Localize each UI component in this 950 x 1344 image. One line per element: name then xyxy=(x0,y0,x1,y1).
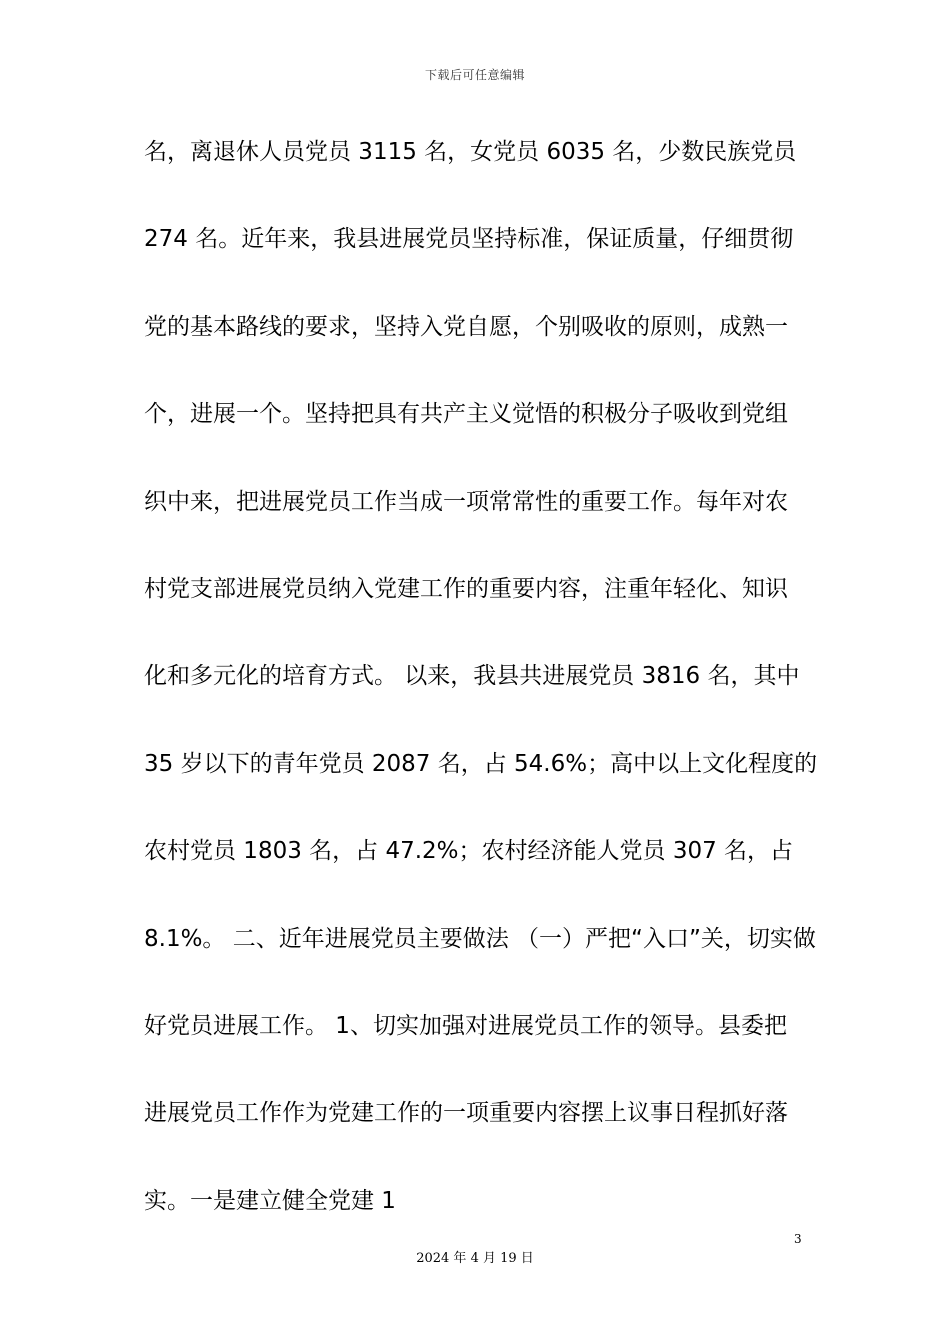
text-line: 进展党员工作作为党建工作的一项重要内容摆上议事日程抓好落 xyxy=(144,1100,788,1127)
text-line: 35 岁以下的青年党员 2087 名，占 54.6%；高中以上文化程度的 xyxy=(144,750,818,777)
text-line: 化和多元化的培育方式。 以来，我县共进展党员 3816 名，其中 xyxy=(144,663,800,690)
text-line: 村党支部进展党员纳入党建工作的重要内容，注重年轻化、知识 xyxy=(144,575,788,602)
text-line: 8.1%。 二、近年进展党员主要做法 （一）严把“入口”关，切实做 xyxy=(144,925,816,952)
text-line: 274 名。近年来，我县进展党员坚持标准，保证质量，仔细贯彻 xyxy=(144,226,794,253)
body-text xyxy=(144,130,824,1266)
text-line: 名，离退休人员党员 3115 名，女党员 6035 名，少数民族党员 xyxy=(144,139,797,165)
text-line: 织中来，把进展党员工作当成一项常常性的重要工作。每年对农 xyxy=(144,488,788,515)
text-line: 个，进展一个。坚持把具有共产主义觉悟的积极分子吸收到党组 xyxy=(144,401,788,428)
text-line: 农村党员 1803 名，占 47.2%；农村经济能人党员 307 名，占 xyxy=(144,838,794,865)
page-number: 3 xyxy=(794,1232,802,1246)
text-line: 好党员进展工作。 1、切实加强对进展党员工作的领导。县委把 xyxy=(144,1012,787,1039)
header-note: 下载后可任意编辑 xyxy=(424,68,525,82)
text-line: 党的基本路线的要求，坚持入党自愿，个别吸收的原则，成熟一 xyxy=(144,313,788,340)
footer-date: 2024 年 4 月 19 日 xyxy=(416,1251,534,1266)
text-line: 实。一是建立健全党建 1 xyxy=(144,1187,396,1214)
